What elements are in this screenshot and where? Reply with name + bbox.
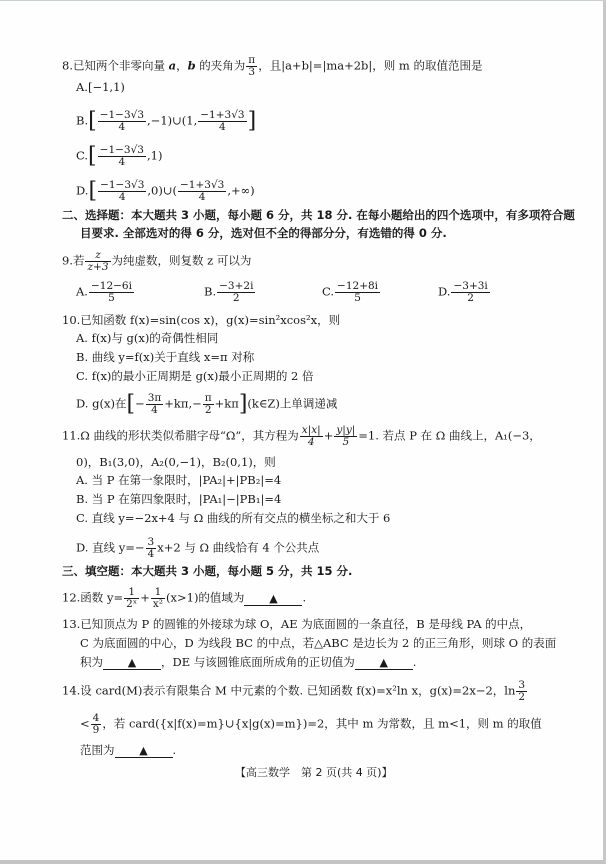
stem-text: 范围为 xyxy=(80,743,115,757)
option-text: [−1,1) xyxy=(87,80,125,94)
option-text: ,−1)∪(1, xyxy=(147,113,198,128)
denominator: 2 xyxy=(204,404,212,416)
question-9-option-a xyxy=(76,281,135,304)
question-10-option-d: D. g(x)在[− $\frac{3\pi}{4}$ +kπ,− $\frac{\pi}{2}$ +kπ](k∈Z)上单调递减 xyxy=(76,391,338,417)
question-number: 13. xyxy=(62,617,81,631)
fraction xyxy=(146,537,157,560)
question-number: 14. xyxy=(62,683,81,698)
stem-text: Ω 曲线的形状类似希腊字母“Ω”，其方程为 xyxy=(80,428,299,443)
fraction xyxy=(203,393,214,416)
question-13-line-2: C 为底面圆的中心，D 为线段 BC 的中点，若△ABC 是边长为 2 的正三角形，则球 O 的表面 xyxy=(80,636,557,650)
question-11-option-b: B. 当 P 在第四象限时，|PA₁|−|PB₁|=4 xyxy=(76,492,282,506)
vector-b: b xyxy=(187,58,196,73)
bracket: [ xyxy=(126,391,136,417)
option-text: D. g(x)在 xyxy=(76,396,127,411)
question-9-stem xyxy=(62,250,251,273)
bracket: ] xyxy=(238,391,248,417)
stem-text: 若 xyxy=(72,253,85,268)
question-9-option-b xyxy=(204,281,256,304)
numerator: 1 xyxy=(124,587,139,599)
question-number: 8. xyxy=(62,58,73,73)
stem-text: 已知顶点为 P 的圆锥的外接球为球 O，AE 为底面圆的一条直径，B 是母线 PA 的中点， xyxy=(80,617,532,631)
denominator: 4 xyxy=(198,191,206,203)
numerator: 3 xyxy=(518,679,526,691)
denominator: 2 xyxy=(232,292,240,304)
stem-text: ，DE 与该圆锥底面所成角的正切值为 xyxy=(161,655,355,669)
fraction xyxy=(178,180,226,203)
numerator: 1 xyxy=(151,587,165,599)
numerator: −3+2i xyxy=(219,280,254,292)
denominator: 2 xyxy=(467,292,474,304)
bracket: [ xyxy=(88,178,98,204)
question-8-option-c xyxy=(76,145,162,168)
angle-fraction xyxy=(246,55,257,78)
stem-text: 已知两个非零向量 xyxy=(72,58,169,73)
operator: < xyxy=(80,716,90,731)
denominator: 4 xyxy=(307,436,315,448)
option-label: C. xyxy=(322,284,335,299)
question-13-line-3 xyxy=(80,655,416,670)
answer-blank[interactable]: ▲ xyxy=(115,744,173,758)
question-12-stem xyxy=(62,587,306,610)
option-text: x+2 与 Ω 曲线恰有 4 个公共点 xyxy=(157,540,320,555)
stem-text: (x>1)的值域为 xyxy=(166,590,245,605)
stem-text: ，若 card({x|f(x)=m}∪{x|g(x)=m})=2，其中 m 为常数，且 m<1，则 m 的取值 xyxy=(102,716,542,731)
option-text: ,0)∪( xyxy=(147,183,177,198)
question-8-option-d xyxy=(76,180,255,203)
fraction xyxy=(300,425,323,448)
option-label: B. xyxy=(204,284,217,299)
option-text: ,+∞) xyxy=(227,183,255,198)
stem-text: ，且|a+b|=|ma+2b|，则 m 的取值范围是 xyxy=(258,58,483,73)
numerator: π xyxy=(204,392,212,404)
stem-text: =1. 若点 P 在 Ω 曲线上，A₁(−3， xyxy=(358,428,541,443)
fraction xyxy=(124,587,139,610)
option-label: A. xyxy=(76,80,88,94)
numerator: π xyxy=(248,54,256,66)
fraction xyxy=(151,587,165,610)
bracket: [ xyxy=(88,108,97,134)
question-8-option-a xyxy=(76,80,125,94)
numerator: −12−6i xyxy=(90,280,132,292)
option-text: +kπ xyxy=(214,396,239,411)
fraction xyxy=(89,281,134,304)
denominator: 3 xyxy=(248,66,256,78)
fraction xyxy=(334,425,357,448)
fraction xyxy=(146,393,164,416)
numerator: y|y| xyxy=(336,424,356,436)
denominator: 4 xyxy=(147,548,155,560)
option-label: A. xyxy=(76,284,88,299)
denominator: 2 xyxy=(518,691,526,703)
option-text: D. 直线 y=− xyxy=(76,540,145,555)
fraction xyxy=(98,145,146,168)
question-10-option-c: C. f(x)的最小正周期是 g(x)最小正周期的 2 倍 xyxy=(76,369,314,383)
option-label: D. xyxy=(438,284,451,299)
bracket: ] xyxy=(247,108,257,134)
numerator: 3 xyxy=(147,536,155,548)
option-label: C. xyxy=(76,148,89,163)
question-14-line-1 xyxy=(62,680,528,703)
fraction xyxy=(217,281,255,304)
answer-blank-tangent[interactable]: ▲ xyxy=(355,656,413,670)
question-9-option-d xyxy=(438,281,491,304)
numerator: x|x| xyxy=(301,424,321,436)
question-number: 10. xyxy=(62,313,81,327)
stem-text: 函数 y= xyxy=(80,590,124,605)
numerator: z xyxy=(85,250,110,262)
denominator: 4 xyxy=(219,121,226,133)
page-footer: 【高三数学 第 2 页(共 4 页)】 xyxy=(235,766,393,779)
question-8-stem xyxy=(62,55,482,78)
section-3-title: 三、填空题：本大题共 3 小题，每小题 5 分，共 15 分. xyxy=(62,564,353,578)
fraction xyxy=(98,110,146,133)
denominator: 5 xyxy=(108,292,115,304)
numerator: 4 xyxy=(92,712,100,724)
numerator: 3π xyxy=(147,392,162,404)
question-number: 11. xyxy=(62,428,81,443)
stem-text: 的夹角为 xyxy=(195,58,246,73)
numerator: −1−3√3 xyxy=(99,109,145,121)
question-10-stem xyxy=(62,313,340,327)
denominator: 4 xyxy=(118,156,126,168)
denominator: x² xyxy=(152,598,164,610)
operator: + xyxy=(140,590,150,605)
denominator: 5 xyxy=(342,436,350,448)
operator: + xyxy=(323,428,334,443)
stem-text: 为纯虚数，则复数 z 可以为 xyxy=(111,253,252,268)
question-number: 12. xyxy=(62,590,81,605)
denominator: 2ˣ xyxy=(126,598,138,610)
punctuation: . xyxy=(302,590,307,605)
stem-text: 积为 xyxy=(80,655,103,669)
numerator: −1+3√3 xyxy=(200,109,245,121)
numerator: −1+3√3 xyxy=(179,179,225,191)
question-11-stem xyxy=(62,425,541,448)
answer-blank[interactable]: ▲ xyxy=(244,592,302,606)
fraction xyxy=(85,250,110,273)
question-10-option-a: A. f(x)与 g(x)的奇偶性相同 xyxy=(76,331,219,345)
question-11-option-d xyxy=(76,537,319,560)
denominator: z+3 xyxy=(87,261,109,273)
section-2-title: 二、选择题：本大题共 3 小题，每小题 6 分，共 18 分. 在每小题给出的四个选项中，有多项符合题 xyxy=(62,208,575,222)
denominator: 9 xyxy=(92,724,100,736)
vector-a: a xyxy=(168,58,177,73)
denominator: 5 xyxy=(354,292,361,304)
stem-text: 已知函数 f(x)=sin(cos x)，g(x)=sin²xcos²x，则 xyxy=(80,313,341,327)
denominator: 4 xyxy=(118,191,126,203)
fraction xyxy=(516,680,527,703)
question-9-option-c xyxy=(322,281,381,304)
section-2-title-cont: 目要求. 全部选对的得 6 分，选对但不全的得部分分，有选错的得 0 分. xyxy=(80,226,447,240)
option-label: B. xyxy=(76,113,89,128)
numerator: −3+3i xyxy=(453,280,488,292)
question-11-option-c: C. 直线 y=−2x+4 与 Ω 曲线的所有交点的横坐标之和大于 6 xyxy=(76,511,391,525)
separator: ， xyxy=(176,58,188,73)
bracket: [ xyxy=(88,143,97,169)
question-14-line-2 xyxy=(80,713,542,736)
fraction xyxy=(335,281,380,304)
stem-text: 设 card(M)表示有限集合 M 中元素的个数. 已知函数 f(x)=x²ln x，g(x)=2x−2，ln xyxy=(80,683,516,698)
punctuation: . xyxy=(172,743,177,757)
denominator: 4 xyxy=(118,121,126,133)
numerator: −1−3√3 xyxy=(99,144,144,156)
option-text: +kπ,− xyxy=(164,396,202,411)
question-10-option-b: B. 曲线 y=f(x)关于直线 x=π 对称 xyxy=(76,350,255,364)
denominator: 4 xyxy=(151,404,158,416)
punctuation: . xyxy=(412,655,417,669)
numerator: −1−3√3 xyxy=(100,179,145,191)
numerator: −12+8i xyxy=(337,280,379,292)
question-11-stem-cont: 0)，B₁(3,0)，A₂(0,−1)，B₂(0,1)，则 xyxy=(76,455,276,469)
question-8-option-b xyxy=(76,110,256,133)
option-label: D. xyxy=(76,183,89,198)
option-text: (k∈Z)上单调递减 xyxy=(247,396,338,411)
fraction xyxy=(91,713,102,736)
answer-blank-surface-area[interactable]: ▲ xyxy=(103,656,161,670)
question-number: 9. xyxy=(62,253,73,268)
question-9-options xyxy=(76,281,546,311)
fraction xyxy=(451,281,489,304)
question-14-line-3 xyxy=(80,743,176,758)
question-13-line-1 xyxy=(62,617,531,631)
question-11-option-a: A. 当 P 在第一象限时，|PA₂|+|PB₂|=4 xyxy=(76,473,282,487)
option-text: ,1) xyxy=(146,148,163,163)
fraction xyxy=(198,110,246,133)
fraction xyxy=(98,180,146,203)
